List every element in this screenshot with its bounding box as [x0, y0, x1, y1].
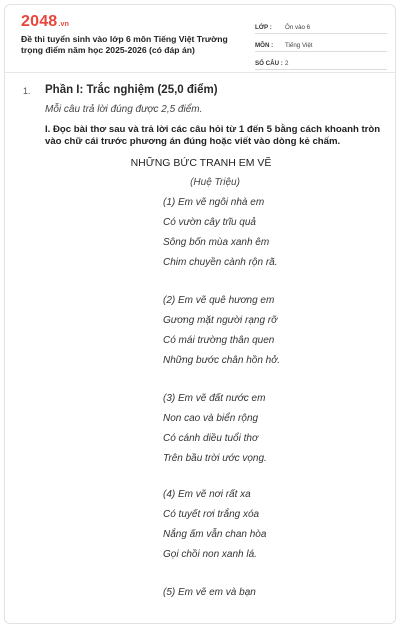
poem-line: Nắng ấm vẫn chan hòa [163, 529, 267, 540]
poem-line: Những bước chân hồn hở. [163, 355, 281, 366]
meta-label: MÔN : [255, 42, 274, 49]
poem-line: Có mái trường thân quen [163, 335, 275, 346]
poem-title: NHỮNG BỨC TRANH EM VẼ [130, 157, 272, 169]
poem-line: Sông bốn mùa xanh êm [163, 237, 270, 248]
poem-line: (5) Em vẽ em và bạn [163, 587, 256, 598]
poem-line: Gương mặt người rạng rỡ [163, 315, 278, 326]
poem-author: (Huệ Triệu) [190, 177, 240, 188]
document-meta [255, 19, 387, 73]
section-title: Phần I: Trắc nghiệm (25,0 điểm) [45, 84, 218, 96]
poem-line: Có tuyết rơi trắng xóa [163, 509, 260, 520]
poem-line: Non cao và biển rộng [163, 413, 259, 424]
poem-line: Có cánh diều tuổi thơ [163, 433, 258, 444]
question-number: 1. [23, 86, 31, 96]
site-logo[interactable] [21, 13, 69, 31]
poem-line: Gọi chồi non xanh lá. [163, 549, 257, 560]
logo-text: 2048 [21, 13, 58, 30]
logo-tld: .vn [58, 21, 70, 28]
poem-line: (4) Em vẽ nơi rất xa [163, 489, 251, 500]
meta-row-subject [255, 37, 387, 52]
meta-value: 2 [285, 60, 289, 67]
poem-line: Chim chuyền cành rộn rã. [163, 257, 278, 268]
meta-row-class [255, 19, 387, 34]
poem-line: Trên bầu trời ước vọng. [163, 453, 267, 464]
document-header [5, 5, 395, 73]
instruction-text: I. Đọc bài thơ sau và trả lời các câu hỏi từ 1 đến 5 bằng cách khoanh tròn vào chữ cái trước phương án đúng hoặc viết vào dòng kẻ chấm. [45, 124, 381, 147]
meta-row-question-count [255, 55, 387, 70]
meta-label: LỚP : [255, 24, 272, 31]
poem-line: (3) Em vẽ đất nước em [163, 393, 266, 404]
document-title: Đề thi tuyển sinh vào lớp 6 môn Tiếng Việt Trường trọng điểm năm học 2025-2026 (có đáp án) [21, 34, 228, 55]
poem-line: (1) Em vẽ ngôi nhà em [163, 197, 265, 208]
meta-value: Tiếng Việt [285, 42, 313, 49]
meta-label: SỐ CÂU : [255, 60, 283, 67]
document-page [4, 4, 396, 624]
meta-value: Ôn vào 6 [285, 24, 311, 31]
score-note: Mỗi câu trả lời đúng được 2,5 điểm. [45, 104, 203, 115]
poem-line: (2) Em vẽ quê hương em [163, 295, 275, 306]
poem-line: Có vườn cây trĩu quả [163, 217, 256, 228]
